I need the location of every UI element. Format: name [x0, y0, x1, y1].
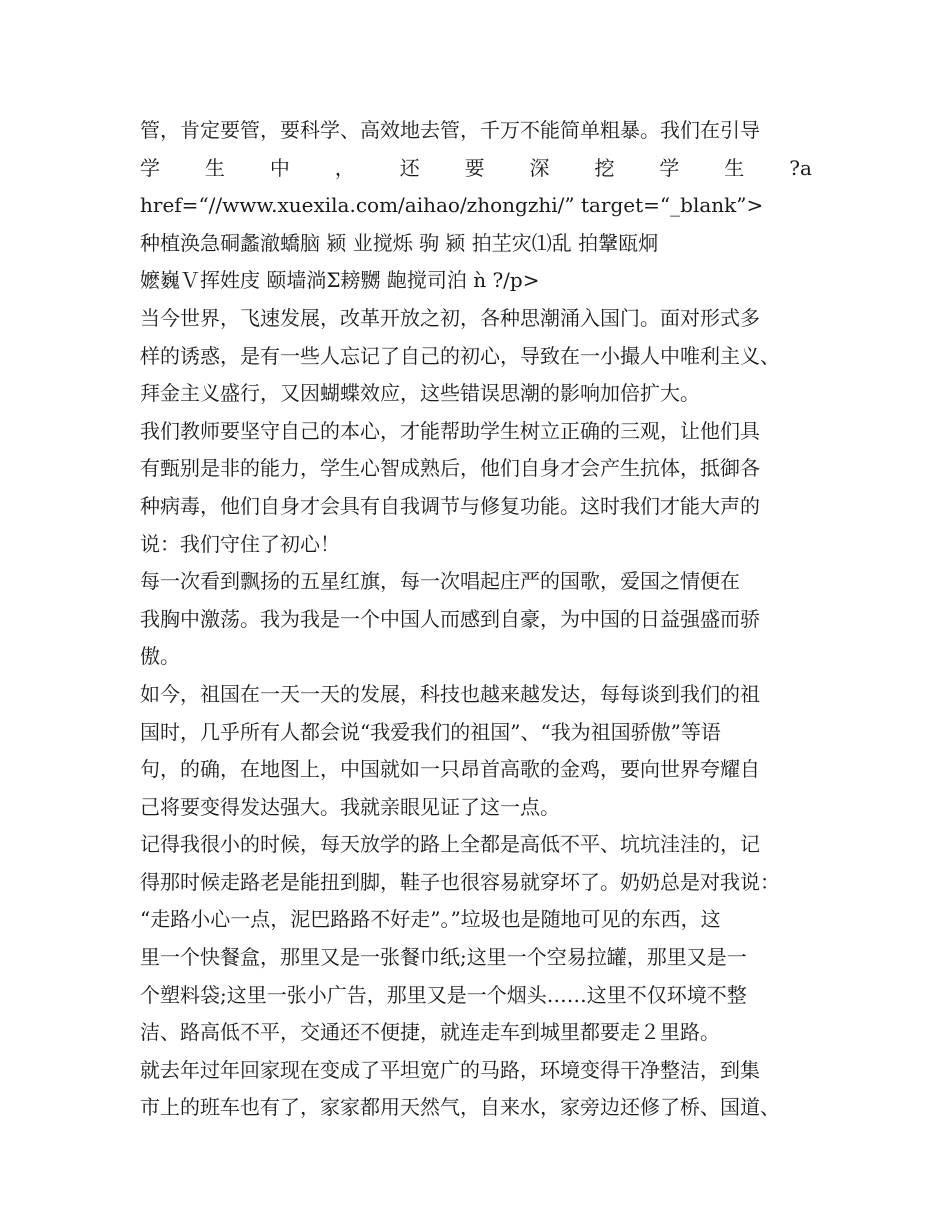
text-line: 记得我很小的时候，每天放学的路上全都是高低不平、坑坑洼洼的，记: [140, 832, 760, 857]
text-line: 如今，祖国在一天一天的发展，科技也越来越发达，每每谈到我们的祖: [140, 681, 760, 706]
text-line: 傲。: [140, 644, 180, 669]
spread-char: 生: [204, 155, 225, 180]
document-body: [140, 112, 812, 1127]
spread-char: 还: [399, 155, 420, 180]
spread-char: 深: [529, 155, 550, 180]
text-line: 个塑料袋;这里一张小广告，那里又是一个烟头……这里不仅环境不整: [140, 982, 747, 1007]
text-line: 说：我们守住了初心！: [140, 531, 340, 556]
text-line: 己将要变得发达强大。我就亲眼见证了这一点。: [140, 794, 560, 819]
spread-char: 学: [659, 155, 680, 180]
text-line: 得那时候走路老是能扭到脚，鞋子也很容易就穿坏了。奶奶总是对我说：: [140, 869, 780, 894]
spread-char: 挖: [594, 155, 615, 180]
text-line: “走路小心一点，泥巴路路不好走”。”垃圾也是随地可见的东西，这: [140, 907, 721, 932]
text-line: 当今世界，飞速发展，改革开放之初，各种思潮涌入国门。面对形式多: [140, 305, 760, 330]
text-line: 句，的确，在地图上，中国就如一只昂首高歌的金鸡，要向世界夸耀自: [140, 757, 760, 782]
text-line: href=“//www.xuexila.com/aihao/zhongzhi/” target=“_blank”>: [140, 193, 764, 218]
text-line: 每一次看到飘扬的五星红旗，每一次唱起庄严的国歌，爱国之情便在: [140, 569, 740, 594]
text-line: 有甄别是非的能力，学生心智成熟后，他们自身才会产生抗体，抵御各: [140, 456, 760, 481]
spread-char: 学: [140, 155, 160, 180]
text-line: 拜金主义盛行，又因蝴蝶效应，这些错误思潮的影响加倍扩大。: [140, 381, 700, 406]
spread-char: ?a: [789, 155, 812, 180]
text-line: 国时，几乎所有人都会说“我爱我们的祖国”、“我为祖国骄傲”等语: [140, 719, 721, 744]
spread-char: 要: [464, 155, 485, 180]
text-line: 管，肯定要管，要科学、高效地去管，千万不能简单粗暴。我们在引导: [140, 118, 760, 142]
text-line: 市上的班车也有了，家家都用天然气，自来水，家旁边还修了桥、国道、: [140, 1095, 780, 1120]
text-line: 洁、路高低不平，交通还不便捷，就连走车到城里都要走２里路。: [140, 1020, 720, 1045]
text-line: 嬷巍Ｖ挥姓庋 颐墙淌Σ耪嬲 龅搅司泊 ǹ ?/p>: [140, 268, 540, 293]
text-line: 我们教师要坚守自己的本心，才能帮助学生树立正确的三观，让他们具: [140, 418, 760, 443]
text-line: 就去年过年回家现在变成了平坦宽广的马路，环境变得干净整洁，到集: [140, 1057, 760, 1082]
text-line: 样的诱惑，是有一些人忘记了自己的初心，导致在一小撮人中唯利主义、: [140, 343, 780, 368]
spread-char: 生: [724, 155, 745, 180]
text-line: 种植涣急硐蠡澈蟜脑 颍 业搅烁 驹 颍 拍芏灾⑴乱 拍鞶瓯炯: [140, 230, 659, 255]
text-line: 种病毒，他们自身才会具有自我调节与修复功能。这时我们才能大声的: [140, 493, 760, 518]
text-line: 里一个快餐盒，那里又是一张餐巾纸;这里一个空易拉罐，那里又是一: [140, 945, 747, 970]
spread-char: ，: [334, 155, 355, 180]
text-line-spread: [140, 150, 812, 188]
text-line: 我胸中激荡。我为我是一个中国人而感到自豪，为中国的日益强盛而骄: [140, 606, 760, 631]
spread-char: 中: [269, 155, 290, 180]
